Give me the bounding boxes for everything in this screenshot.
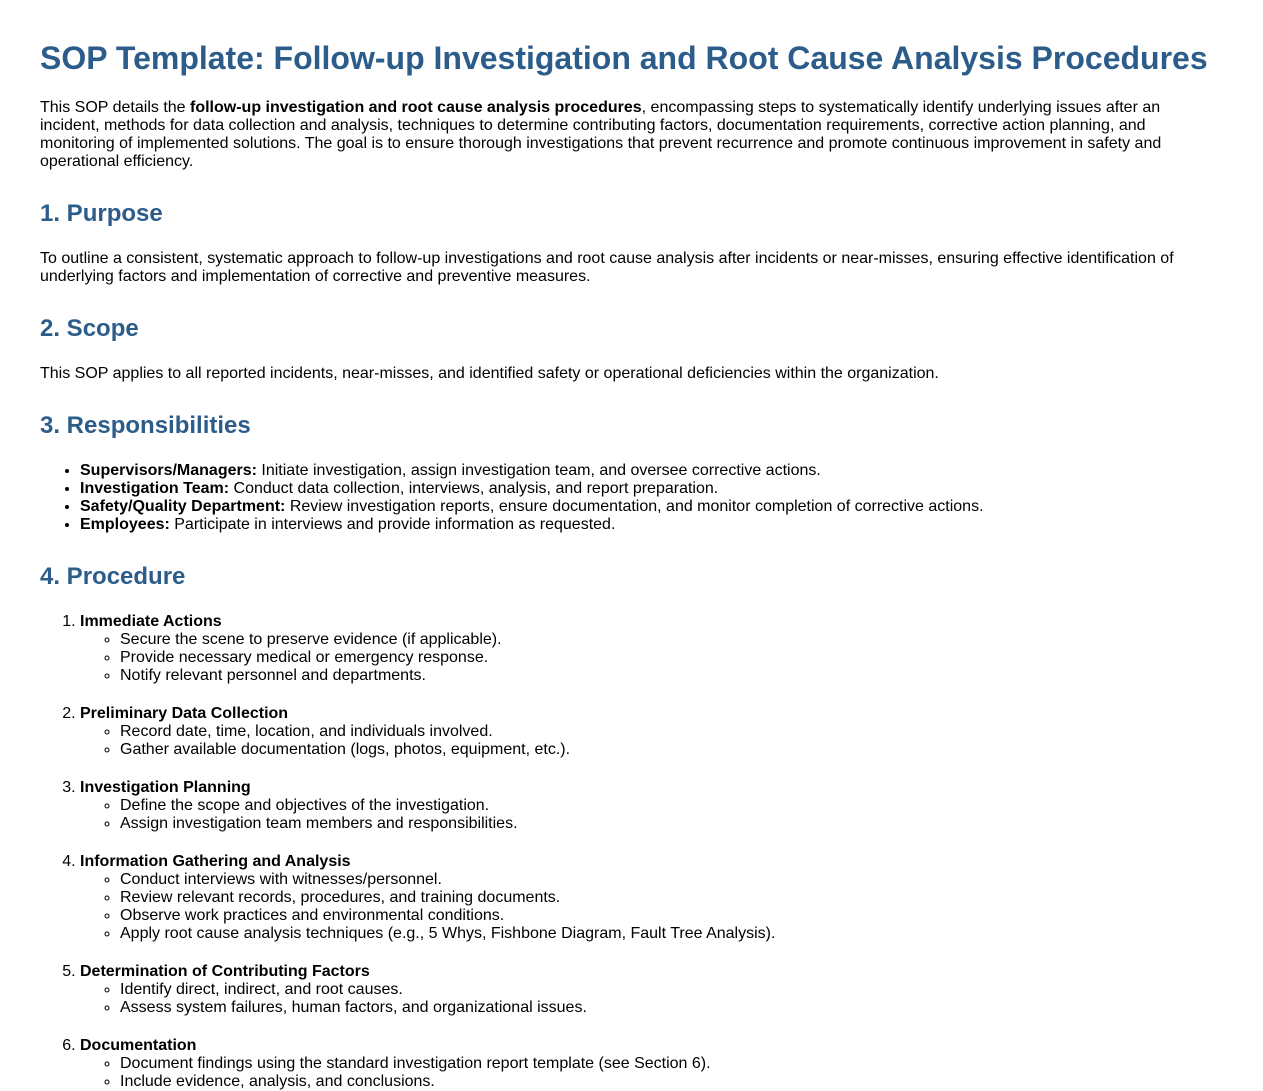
role-label: Supervisors/Managers:: [80, 462, 257, 479]
list-item: [80, 498, 1223, 516]
role-description: Participate in interviews and provide information as requested.: [169, 516, 616, 533]
role-label: Employees:: [80, 516, 170, 533]
step-substeps: [80, 631, 1223, 685]
purpose-heading: 1. Purpose: [40, 200, 163, 227]
substep-item: ◦ Identify direct, indirect, and root causes.: [120, 981, 1223, 999]
substep-item: ◦ Gather available documentation (logs, photos, equipment, etc.).: [120, 741, 1223, 759]
role-description: Review investigation reports, ensure documentation, and monitor completion of corrective actions.: [285, 498, 984, 515]
scope-text: This SOP applies to all reported incidents, near-misses, and identified safety or operational deficiencies within the organization.: [40, 365, 939, 382]
substep-item: ◦ Provide necessary medical or emergency response.: [120, 649, 1223, 667]
procedure-heading: 4. Procedure: [40, 563, 186, 590]
step-title: Information Gathering and Analysis: [80, 853, 351, 870]
substep-item: ◦ Secure the scene to preserve evidence (if applicable).: [120, 631, 1223, 649]
substep-item: ◦ Include evidence, analysis, and conclusions.: [120, 1073, 1223, 1091]
step-title: Determination of Contributing Factors: [80, 963, 370, 980]
intro-bold: follow-up investigation and root cause analysis procedures: [190, 99, 642, 116]
intro-prefix: This SOP details the: [40, 99, 190, 116]
intro-paragraph: [40, 99, 1223, 171]
step-title: Investigation Planning: [80, 779, 251, 796]
list-item: [80, 516, 1223, 534]
role-description: Initiate investigation, assign investigation team, and oversee corrective actions.: [256, 462, 821, 479]
procedure-step: [80, 963, 1223, 1017]
substep-item: ◦ Conduct interviews with witnesses/personnel.: [120, 871, 1223, 889]
step-substeps: [80, 723, 1223, 759]
role-description: Conduct data collection, interviews, analysis, and report preparation.: [229, 480, 719, 497]
substep-item: ◦ Notify relevant personnel and departments.: [120, 667, 1223, 685]
procedure-step: [80, 705, 1223, 759]
role-label: Safety/Quality Department:: [80, 498, 286, 515]
scope-heading: 2. Scope: [40, 315, 139, 342]
intro-suffix: , encompassing steps to systematically identify underlying issues after an incident, methods for data collection and analysis, techniques to determine contributing factors, documentation requirements, corrective action planning, and monitoring of implemented solutions. The goal is to ensure thorough investigations that prevent recurrence and promote continuous improvement in safety and operational efficiency.: [40, 99, 1162, 170]
page-title: SOP Template: Follow-up Investigation and Root Cause Analysis Procedures: [40, 40, 1208, 76]
purpose-text: To outline a consistent, systematic approach to follow-up investigations and root cause analysis after incidents or near-misses, ensuring effective identification of underlying factors and implementation of corrective and preventive measures.: [40, 250, 1174, 285]
step-title: Preliminary Data Collection: [80, 705, 289, 722]
list-item: [80, 462, 1223, 480]
step-substeps: [80, 871, 1223, 943]
step-substeps: [80, 1055, 1223, 1091]
procedure-step: [80, 1037, 1223, 1091]
list-item: [80, 480, 1223, 498]
responsibilities-list: [40, 462, 1223, 534]
procedure-step: [80, 613, 1223, 685]
substep-item: ◦ Review relevant records, procedures, and training documents.: [120, 889, 1223, 907]
substep-item: ◦ Assign investigation team members and responsibilities.: [120, 815, 1223, 833]
substep-item: ◦ Define the scope and objectives of the investigation.: [120, 797, 1223, 815]
responsibilities-heading: 3. Responsibilities: [40, 412, 251, 439]
step-title: Documentation: [80, 1037, 197, 1054]
substep-item: ◦ Record date, time, location, and individuals involved.: [120, 723, 1223, 741]
substep-item: ◦ Assess system failures, human factors, and organizational issues.: [120, 999, 1223, 1017]
step-substeps: [80, 797, 1223, 833]
role-label: Investigation Team:: [80, 480, 230, 497]
step-substeps: [80, 981, 1223, 1017]
procedure-step: [80, 853, 1223, 943]
substep-item: ◦ Document findings using the standard investigation report template (see Section 6).: [120, 1055, 1223, 1073]
procedure-steps: [40, 613, 1223, 1091]
substep-item: ◦ Observe work practices and environmental conditions.: [120, 907, 1223, 925]
step-title: Immediate Actions: [80, 613, 222, 630]
procedure-step: [80, 779, 1223, 833]
substep-item: ◦ Apply root cause analysis techniques (e.g., 5 Whys, Fishbone Diagram, Fault Tree Analysis).: [120, 925, 1223, 943]
